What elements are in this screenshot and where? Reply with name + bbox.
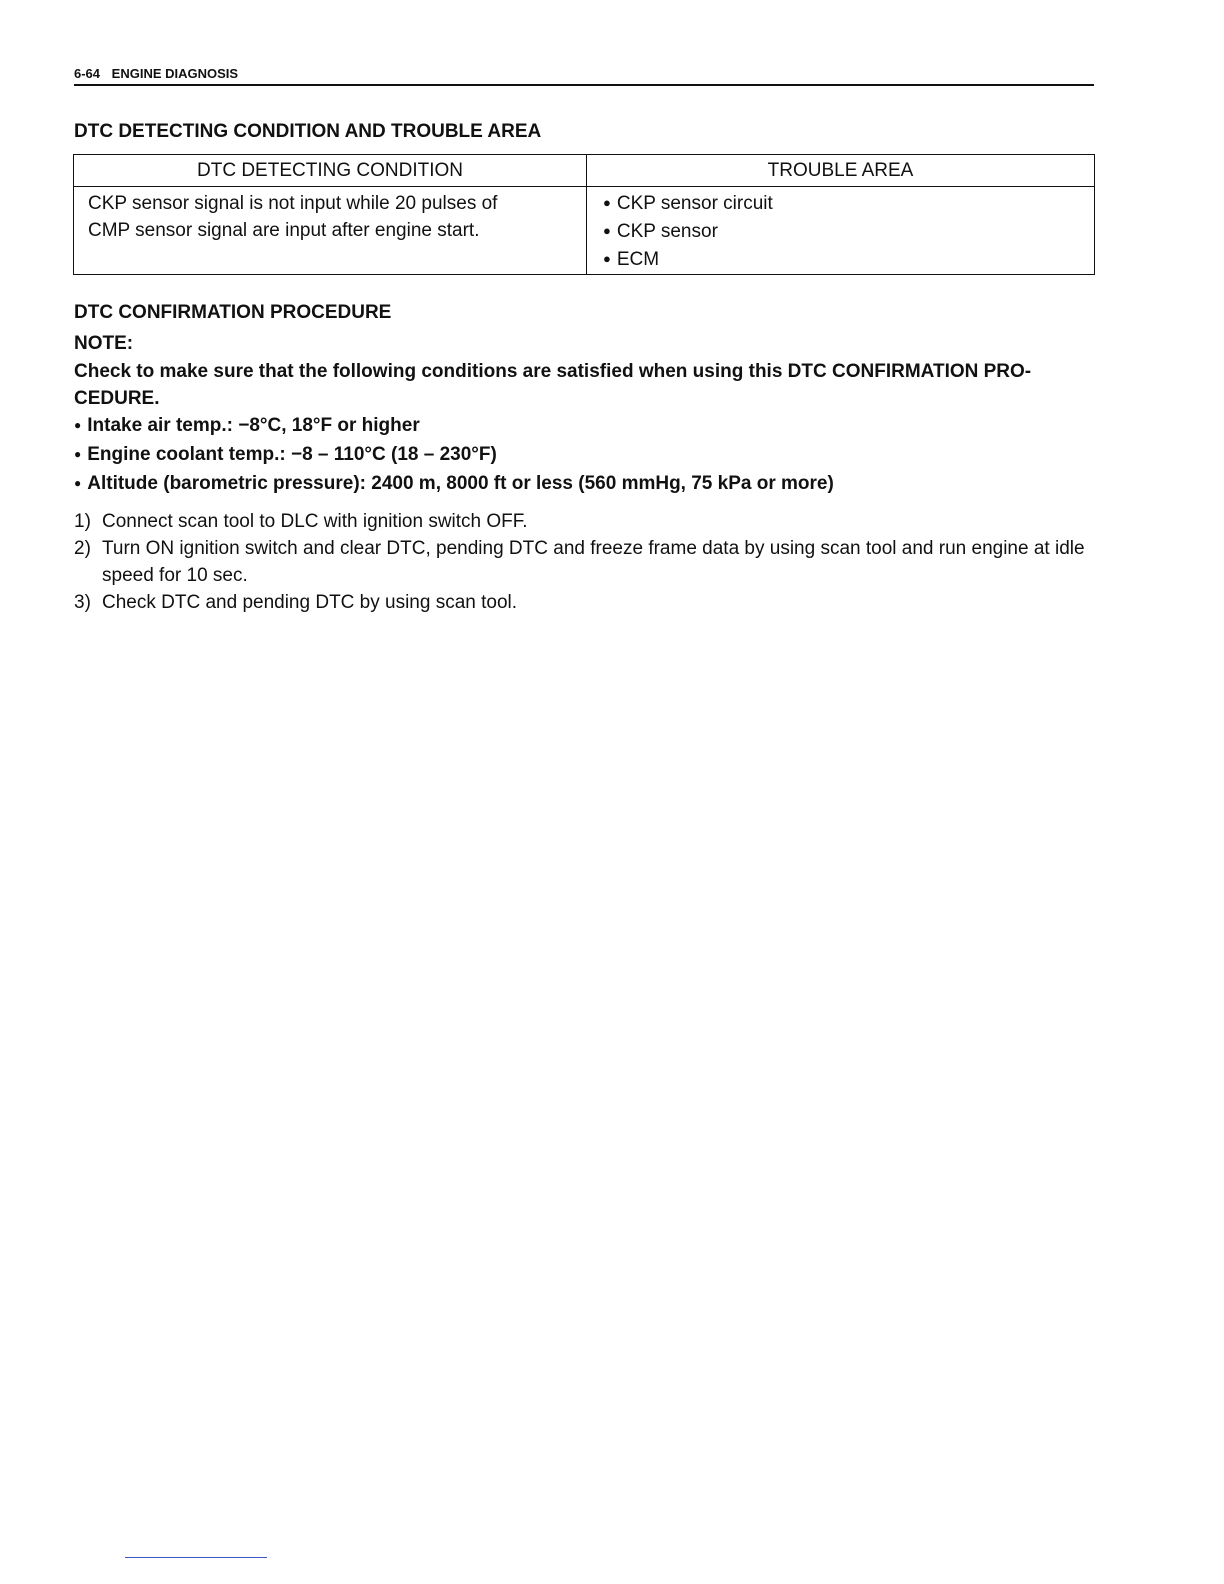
list-item: ● Engine coolant temp.: −8 – 110°C (18 – 230°F) [74,441,1096,470]
page-header [74,64,1094,86]
condition-list [74,412,1096,499]
list-item [74,589,1096,616]
confirmation-procedure-title: DTC CONFIRMATION PROCEDURE [74,302,392,323]
detecting-condition-cell [74,187,587,275]
note-block [74,330,1096,499]
trouble-area-cell [587,187,1095,275]
list-item: ● CKP sensor circuit [603,190,1080,218]
note-heading: NOTE: [74,333,134,354]
trouble-area-list [603,190,1080,274]
footer-rule [125,1557,267,1558]
condition-line: CMP sensor signal are input after engine start. [88,220,480,241]
header-trouble-area: TROUBLE AREA [587,155,1095,187]
list-item: ● Intake air temp.: −8°C, 18°F or higher [74,412,1096,441]
step-number: 3) [74,592,91,613]
step-text: Connect scan tool to DLC with ignition switch OFF. [102,511,528,532]
list-item [74,535,1096,589]
dtc-condition-table [73,154,1095,275]
section-name: ENGINE DIAGNOSIS [111,66,239,81]
detecting-condition-title: DTC DETECTING CONDITION AND TROUBLE AREA [74,121,542,142]
header-detecting-condition: DTC DETECTING CONDITION [74,155,587,187]
table-header-row [74,155,1095,187]
step-number: 2) [74,538,91,559]
list-item: ● ECM [603,246,1080,274]
list-item: ● CKP sensor [603,218,1080,246]
note-text: Check to make sure that the following conditions are satisfied when using this DTC CONFIRMATION PRO-CEDURE. [74,361,1032,409]
list-item: ● Altitude (barometric pressure): 2400 m, 8000 ft or less (560 mmHg, 75 kPa or more) [74,470,1096,499]
condition-line: CKP sensor signal is not input while 20 pulses of [88,193,498,214]
table-row [74,187,1095,275]
step-text: Check DTC and pending DTC by using scan tool. [102,592,518,613]
step-number: 1) [74,511,91,532]
step-text: Turn ON ignition switch and clear DTC, pending DTC and freeze frame data by using scan tool and run engine at idle speed for 10 sec. [102,538,1085,586]
list-item [74,508,1096,535]
page-number: 6-64 [74,66,101,81]
procedure-steps [74,508,1096,616]
